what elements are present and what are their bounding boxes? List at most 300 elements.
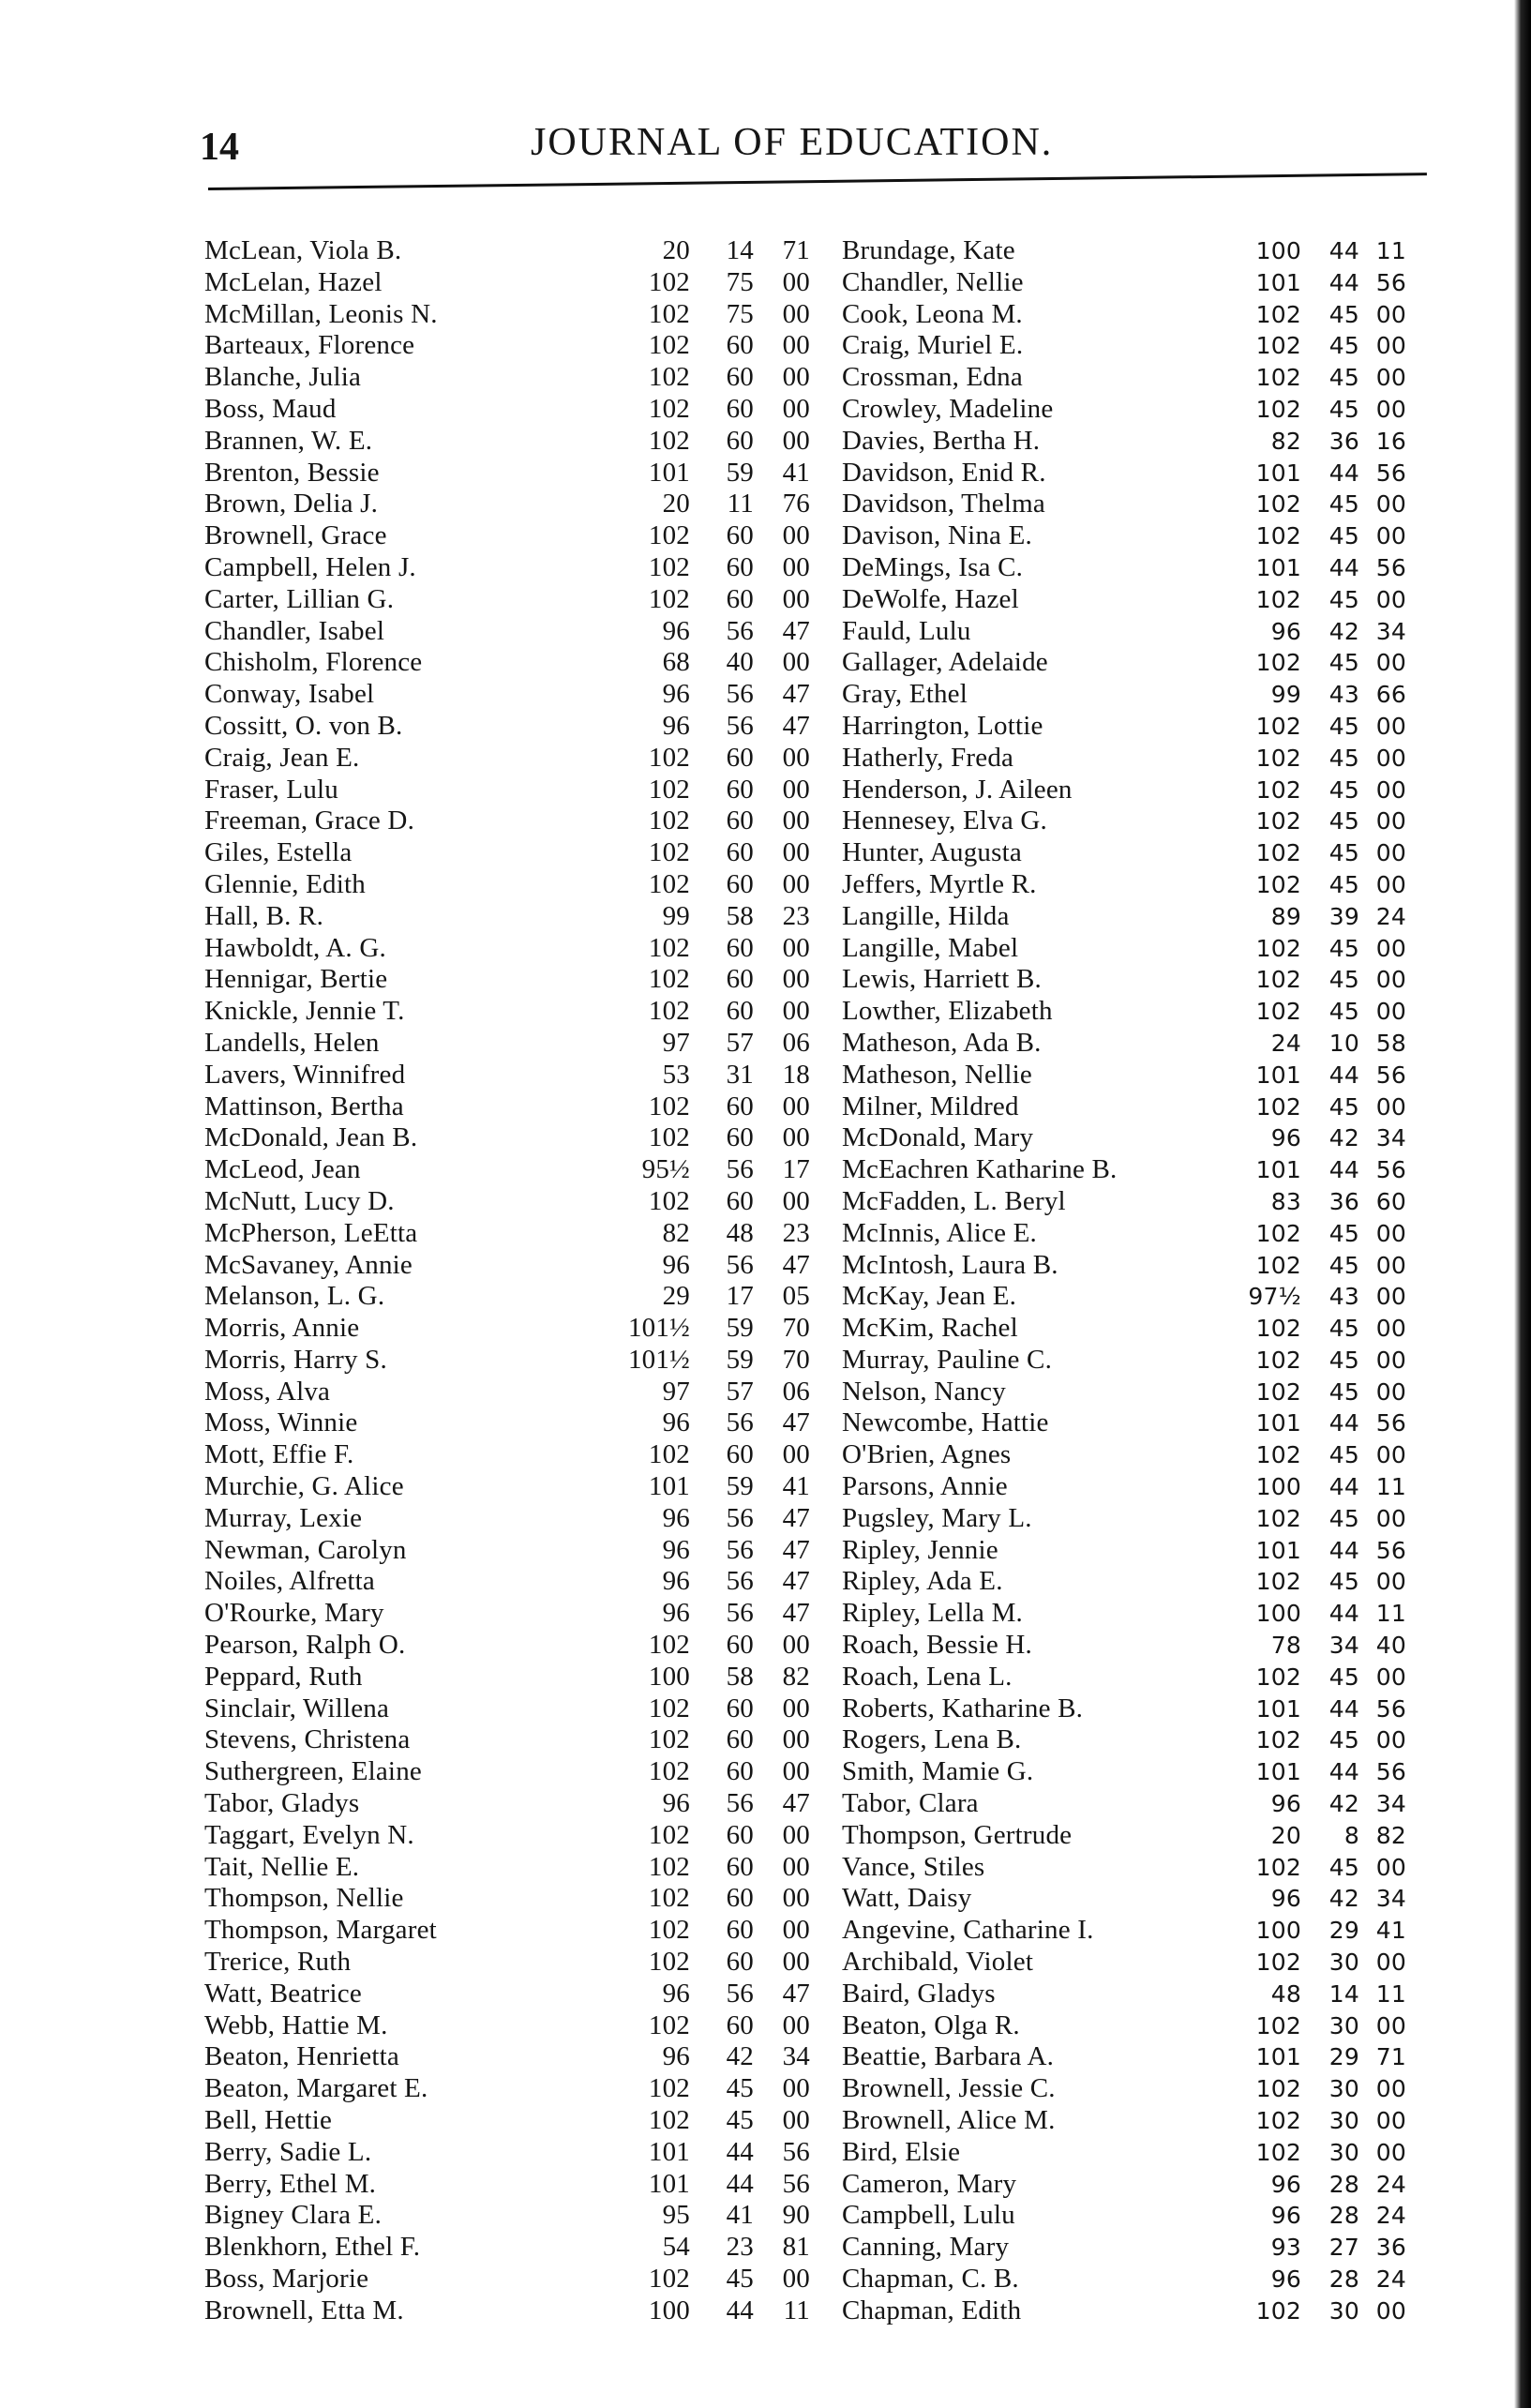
entry-value-2: 58 — [726, 900, 754, 931]
entry-name: Brannen, W. E. — [204, 425, 373, 456]
entry-value-1: 101 — [1255, 1156, 1301, 1184]
entry-name: McNutt, Lucy D. — [204, 1185, 395, 1216]
entry-name: Berry, Ethel M. — [204, 2168, 377, 2199]
entry-value-2: 60 — [726, 1693, 754, 1723]
entry-value-1: 20 — [1270, 1821, 1301, 1849]
entry-value-2: 60 — [726, 1439, 754, 1470]
entry-value-2: 60 — [726, 583, 754, 614]
entry-value-3: 00 — [1375, 1315, 1406, 1343]
entry-name: Suthergreen, Elaine — [204, 1756, 422, 1787]
entry-value-1: 102 — [1255, 522, 1301, 550]
entry-value-3: 00 — [1375, 934, 1406, 962]
entry-name: Gray, Ethel — [842, 679, 968, 710]
entry-value-1: 102 — [1255, 934, 1301, 962]
entry-name: Parsons, Annie — [842, 1471, 1008, 1502]
entry-value-1: 102 — [648, 1851, 690, 1882]
entry-value-2: 41 — [726, 2200, 754, 2231]
entry-value-2: 45 — [1328, 1441, 1359, 1469]
entry-value-2: 59 — [726, 1344, 754, 1375]
entry-name: Peppard, Ruth — [204, 1661, 363, 1692]
entry-value-3: 11 — [1375, 237, 1406, 264]
entry-value-3: 00 — [782, 2073, 810, 2104]
entry-value-1: 82 — [662, 1217, 690, 1248]
entry-value-3: 00 — [782, 298, 810, 329]
entry-name: Gallager, Adelaide — [842, 647, 1048, 678]
entry-value-1: 102 — [1255, 870, 1301, 898]
entry-value-1: 97 — [662, 1376, 690, 1407]
entry-value-2: 75 — [726, 266, 754, 297]
entry-value-3: 00 — [1375, 2011, 1406, 2039]
entry-value-3: 47 — [782, 1249, 810, 1280]
entry-value-1: 102 — [648, 1819, 690, 1850]
entry-name: McLelan, Hazel — [204, 266, 383, 297]
entry-value-1: 102 — [648, 2009, 690, 2040]
entry-name: Stevens, Christena — [204, 1724, 411, 1755]
entry-value-1: 102 — [648, 868, 690, 899]
entry-value-2: 44 — [1328, 1536, 1359, 1564]
entry-name: Brundage, Kate — [842, 235, 1015, 265]
entry-name: Melanson, L. G. — [204, 1281, 385, 1312]
entry-value-2: 45 — [1328, 934, 1359, 962]
entry-value-3: 00 — [782, 742, 810, 773]
entry-value-2: 56 — [726, 1154, 754, 1185]
entry-name: Brownell, Alice M. — [842, 2105, 1056, 2136]
entry-value-1: 96 — [1270, 1885, 1301, 1913]
entry-value-3: 00 — [1375, 649, 1406, 677]
entry-value-2: 45 — [1328, 1663, 1359, 1691]
entry-name: Harrington, Lottie — [842, 710, 1043, 741]
entry-value-2: 60 — [726, 362, 754, 393]
entry-value-1: 96 — [662, 1502, 690, 1533]
entry-value-3: 00 — [782, 1724, 810, 1755]
entry-value-3: 00 — [782, 583, 810, 614]
entry-name: Blanche, Julia — [204, 362, 362, 393]
entry-name: Morris, Harry S. — [204, 1344, 387, 1375]
entry-value-1: 102 — [1255, 807, 1301, 835]
entry-value-3: 00 — [1375, 839, 1406, 867]
page-number: 14 — [200, 126, 239, 169]
entry-name: Bell, Hettie — [204, 2105, 333, 2136]
entry-name: Cossitt, O. von B. — [204, 710, 403, 741]
entry-value-1: 102 — [648, 330, 690, 361]
entry-value-3: 00 — [1375, 490, 1406, 519]
entry-name: McDonald, Jean B. — [204, 1122, 418, 1153]
entry-value-3: 47 — [782, 1534, 810, 1565]
entry-name: Davidson, Thelma — [842, 489, 1045, 519]
entry-value-1: 101 — [1255, 1409, 1301, 1437]
entry-value-1: 102 — [648, 551, 690, 582]
entry-name: Cameron, Mary — [842, 2168, 1017, 2199]
entry-name: Landells, Helen — [204, 1027, 380, 1058]
entry-value-3: 05 — [782, 1281, 810, 1312]
entry-value-1: 102 — [1255, 2075, 1301, 2103]
entry-value-3: 00 — [782, 520, 810, 551]
entry-name: Tait, Nellie E. — [204, 1851, 360, 1882]
entry-value-2: 17 — [726, 1281, 754, 1312]
entry-value-1: 102 — [648, 425, 690, 456]
entry-value-3: 00 — [1375, 1219, 1406, 1247]
entry-value-3: 00 — [782, 837, 810, 868]
entry-value-2: 45 — [1328, 1346, 1359, 1374]
entry-value-3: 70 — [782, 1313, 810, 1344]
entry-value-1: 102 — [648, 362, 690, 393]
entry-name: Pugsley, Mary L. — [842, 1502, 1032, 1533]
entry-value-2: 44 — [1328, 1409, 1359, 1437]
entry-value-3: 00 — [782, 868, 810, 899]
entry-value-1: 96 — [662, 2041, 690, 2072]
entry-value-3: 17 — [782, 1154, 810, 1185]
entry-value-1: 102 — [1255, 300, 1301, 328]
entry-value-2: 30 — [1328, 2138, 1359, 2166]
entry-name: Brown, Delia J. — [204, 489, 379, 519]
entry-value-1: 96 — [1270, 2265, 1301, 2293]
entry-value-2: 56 — [726, 1534, 754, 1565]
entry-value-1: 20 — [662, 489, 690, 519]
entry-value-1: 101 — [648, 1471, 690, 1502]
entry-value-2: 60 — [726, 2009, 754, 2040]
entry-value-2: 8 — [1343, 1821, 1359, 1849]
entry-name: DeMings, Isa C. — [842, 551, 1024, 582]
entry-value-2: 60 — [726, 425, 754, 456]
entry-name: Cook, Leona M. — [842, 298, 1023, 329]
entry-value-2: 42 — [1328, 1885, 1359, 1913]
entry-value-2: 44 — [1328, 1061, 1359, 1089]
entry-value-3: 47 — [782, 1598, 810, 1629]
entry-value-2: 43 — [1328, 681, 1359, 709]
entry-value-3: 24 — [1375, 2265, 1406, 2293]
entry-value-1: 102 — [648, 1630, 690, 1661]
entry-value-2: 36 — [1328, 427, 1359, 455]
entry-value-2: 59 — [726, 1471, 754, 1502]
entry-value-3: 00 — [782, 932, 810, 963]
entry-value-3: 47 — [782, 1978, 810, 2009]
entry-value-3: 00 — [782, 1851, 810, 1882]
entry-value-1: 96 — [662, 679, 690, 710]
entry-value-3: 00 — [782, 266, 810, 297]
entry-name: Beaton, Margaret E. — [204, 2073, 428, 2104]
entry-value-2: 40 — [726, 647, 754, 678]
entry-name: McSavaney, Annie — [204, 1249, 413, 1280]
entry-value-3: 56 — [782, 2136, 810, 2167]
running-head-title: JOURNAL OF EDUCATION. — [531, 121, 1054, 164]
entry-value-3: 41 — [782, 1471, 810, 1502]
entry-value-3: 00 — [1375, 585, 1406, 613]
entry-value-1: 102 — [1255, 1251, 1301, 1279]
entry-value-1: 102 — [1255, 1853, 1301, 1881]
entry-name: Brenton, Bessie — [204, 457, 380, 488]
entry-value-1: 102 — [648, 742, 690, 773]
entry-value-1: 96 — [1270, 2202, 1301, 2230]
entry-value-2: 44 — [1328, 268, 1359, 296]
entry-value-3: 00 — [1375, 2075, 1406, 2103]
entry-value-2: 58 — [726, 1661, 754, 1692]
entry-value-2: 31 — [726, 1059, 754, 1090]
entry-value-2: 56 — [726, 679, 754, 710]
entry-value-1: 54 — [662, 2232, 690, 2263]
entry-value-1: 102 — [1255, 649, 1301, 677]
entry-value-3: 11 — [1375, 1979, 1406, 2008]
entry-value-1: 102 — [648, 2105, 690, 2136]
entry-name: Davies, Bertha H. — [842, 425, 1041, 456]
entry-name: DeWolfe, Hazel — [842, 583, 1019, 614]
entry-value-1: 101 — [1255, 1694, 1301, 1723]
entry-value-2: 28 — [1328, 2202, 1359, 2230]
entry-name: Barteaux, Florence — [204, 330, 415, 361]
entry-value-3: 00 — [1375, 1283, 1406, 1311]
entry-name: Canning, Mary — [842, 2232, 1010, 2263]
entry-name: Campbell, Lulu — [842, 2200, 1015, 2231]
entry-value-2: 27 — [1328, 2234, 1359, 2262]
entry-value-3: 47 — [782, 1407, 810, 1438]
entry-value-3: 00 — [1375, 712, 1406, 740]
entry-value-1: 102 — [648, 1915, 690, 1946]
entry-value-1: 96 — [1270, 1790, 1301, 1818]
entry-value-1: 100 — [648, 1661, 690, 1692]
entry-value-1: 102 — [648, 1091, 690, 1121]
entry-value-3: 00 — [782, 805, 810, 836]
entry-name: Ripley, Jennie — [842, 1534, 998, 1565]
entry-value-3: 11 — [783, 2295, 810, 2325]
entry-name: Noiles, Alfretta — [204, 1566, 375, 1597]
entry-value-2: 43 — [1328, 1283, 1359, 1311]
entry-name: Boss, Marjorie — [204, 2264, 369, 2294]
entry-value-2: 28 — [1328, 2265, 1359, 2293]
entry-value-3: 00 — [1375, 870, 1406, 898]
entry-value-1: 102 — [1255, 712, 1301, 740]
entry-value-2: 60 — [726, 996, 754, 1027]
entry-value-3: 00 — [1375, 522, 1406, 550]
entry-value-2: 45 — [1328, 1853, 1359, 1881]
entry-value-1: 102 — [648, 774, 690, 805]
entry-value-2: 44 — [1328, 553, 1359, 581]
entry-value-2: 60 — [726, 1756, 754, 1787]
entry-value-2: 30 — [1328, 2075, 1359, 2103]
entry-name: Taggart, Evelyn N. — [204, 1819, 414, 1850]
entry-value-1: 100 — [648, 2295, 690, 2325]
entry-value-3: 41 — [1375, 1917, 1406, 1945]
entry-value-1: 82 — [1270, 427, 1301, 455]
entry-value-3: 56 — [1375, 1694, 1406, 1723]
entry-value-2: 11 — [727, 489, 754, 519]
entry-name: Thompson, Margaret — [204, 1915, 437, 1946]
entry-value-1: 102 — [1255, 490, 1301, 519]
entry-value-3: 00 — [782, 362, 810, 393]
entry-name: Brownell, Etta M. — [204, 2295, 404, 2325]
entry-value-2: 56 — [726, 1249, 754, 1280]
entry-value-2: 14 — [726, 235, 754, 265]
entry-value-3: 00 — [782, 1439, 810, 1470]
entry-value-3: 76 — [782, 489, 810, 519]
entry-value-2: 60 — [726, 1122, 754, 1153]
entry-value-3: 06 — [782, 1027, 810, 1058]
entry-value-1: 102 — [648, 2073, 690, 2104]
entry-value-3: 00 — [782, 2264, 810, 2294]
entry-name: Craig, Muriel E. — [842, 330, 1024, 361]
entry-value-3: 00 — [782, 2009, 810, 2040]
entry-value-3: 71 — [1375, 2043, 1406, 2071]
entry-name: Henderson, J. Aileen — [842, 774, 1073, 805]
entry-value-2: 44 — [1328, 1758, 1359, 1786]
entry-name: Beattie, Barbara A. — [842, 2041, 1055, 2072]
entry-value-2: 45 — [1328, 1315, 1359, 1343]
entry-name: Chapman, Edith — [842, 2295, 1022, 2325]
entry-value-3: 00 — [782, 393, 810, 424]
entry-name: Langille, Hilda — [842, 900, 1010, 931]
entry-value-2: 56 — [726, 1566, 754, 1597]
entry-value-1: 102 — [648, 932, 690, 963]
entry-value-3: 00 — [1375, 744, 1406, 772]
entry-value-1: 95 — [662, 2200, 690, 2231]
entry-value-2: 45 — [1328, 807, 1359, 835]
entry-value-3: 00 — [1375, 998, 1406, 1026]
entry-value-3: 00 — [782, 1693, 810, 1723]
entry-value-3: 34 — [1375, 1885, 1406, 1913]
entry-value-2: 45 — [1328, 522, 1359, 550]
entry-name: Davison, Nina E. — [842, 520, 1032, 551]
entry-value-2: 45 — [726, 2105, 754, 2136]
entry-value-1: 102 — [648, 1122, 690, 1153]
entry-name: Angevine, Catharine I. — [842, 1915, 1094, 1946]
entry-value-3: 66 — [1375, 681, 1406, 709]
entry-name: Murray, Pauline C. — [842, 1344, 1053, 1375]
entry-value-3: 56 — [1375, 1156, 1406, 1184]
entry-name: Blenkhorn, Ethel F. — [204, 2232, 421, 2263]
entry-value-3: 56 — [1375, 1409, 1406, 1437]
entry-name: Davidson, Enid R. — [842, 457, 1046, 488]
entry-value-1: 83 — [1270, 1187, 1301, 1215]
entry-value-3: 47 — [782, 1502, 810, 1533]
entry-value-3: 82 — [1375, 1821, 1406, 1849]
entry-name: McPherson, LeEtta — [204, 1217, 418, 1248]
entry-name: Sinclair, Willena — [204, 1693, 390, 1723]
entry-name: Langille, Mabel — [842, 932, 1019, 963]
entry-value-3: 00 — [782, 330, 810, 361]
entry-name: McEachren Katharine B. — [842, 1154, 1118, 1185]
entry-value-1: 102 — [1255, 2107, 1301, 2135]
entry-name: Glennie, Edith — [204, 868, 366, 899]
entry-name: Hall, B. R. — [204, 900, 324, 931]
entry-value-1: 78 — [1270, 1632, 1301, 1660]
entry-value-2: 45 — [1328, 1568, 1359, 1596]
entry-value-2: 60 — [726, 1819, 754, 1850]
entry-value-1: 102 — [648, 1724, 690, 1755]
entry-name: Trerice, Ruth — [204, 1947, 352, 1978]
entry-value-2: 60 — [726, 1883, 754, 1914]
entry-value-2: 29 — [1328, 1917, 1359, 1945]
entry-name: Hawboldt, A. G. — [204, 932, 386, 963]
entry-value-3: 00 — [1375, 332, 1406, 360]
entry-value-3: 00 — [782, 425, 810, 456]
entry-value-2: 60 — [726, 742, 754, 773]
entry-value-2: 44 — [726, 2168, 754, 2199]
entry-value-2: 56 — [726, 615, 754, 646]
entry-value-2: 45 — [1328, 395, 1359, 423]
entry-value-1: 100 — [1255, 1473, 1301, 1501]
entry-name: Webb, Hattie M. — [204, 2009, 388, 2040]
entry-value-2: 30 — [1328, 1949, 1359, 1977]
entry-value-1: 96 — [662, 1249, 690, 1280]
entry-value-1: 102 — [1255, 364, 1301, 392]
entry-value-2: 60 — [726, 551, 754, 582]
entry-value-2: 60 — [726, 330, 754, 361]
entry-name: Freeman, Grace D. — [204, 805, 415, 836]
entry-name: McFadden, L. Beryl — [842, 1185, 1066, 1216]
entry-value-2: 45 — [1328, 712, 1359, 740]
entry-value-3: 23 — [782, 900, 810, 931]
entry-value-1: 29 — [662, 1281, 690, 1312]
entry-name: Murchie, G. Alice — [204, 1471, 404, 1502]
entry-value-2: 60 — [726, 1185, 754, 1216]
entry-name: Giles, Estella — [204, 837, 353, 868]
entry-value-2: 45 — [1328, 966, 1359, 994]
entry-value-3: 00 — [782, 647, 810, 678]
entry-value-3: 00 — [782, 1883, 810, 1914]
entry-value-2: 60 — [726, 520, 754, 551]
entry-value-2: 45 — [1328, 870, 1359, 898]
entry-value-3: 36 — [1375, 2234, 1406, 2262]
entry-value-3: 82 — [782, 1661, 810, 1692]
entry-value-3: 00 — [1375, 1251, 1406, 1279]
entry-value-1: 101½ — [627, 1344, 690, 1375]
entry-value-1: 102 — [1255, 2296, 1301, 2325]
entry-value-2: 45 — [1328, 585, 1359, 613]
entry-name: Morris, Annie — [204, 1313, 360, 1344]
entry-name: McDonald, Mary — [842, 1122, 1034, 1153]
page-edge-shadow — [1514, 0, 1531, 2408]
entry-value-2: 45 — [726, 2073, 754, 2104]
entry-value-1: 97 — [662, 1027, 690, 1058]
entry-value-3: 24 — [1375, 2202, 1406, 2230]
entry-value-1: 102 — [648, 1185, 690, 1216]
entry-name: Beaton, Olga R. — [842, 2009, 1020, 2040]
entry-value-3: 56 — [782, 2168, 810, 2199]
entry-value-2: 60 — [726, 932, 754, 963]
entry-value-3: 47 — [782, 615, 810, 646]
entry-value-3: 81 — [782, 2232, 810, 2263]
entry-value-1: 102 — [1255, 744, 1301, 772]
entry-value-3: 16 — [1375, 427, 1406, 455]
entry-value-1: 101½ — [627, 1313, 690, 1344]
entry-value-2: 36 — [1328, 1187, 1359, 1215]
entry-value-1: 102 — [1255, 332, 1301, 360]
entry-value-2: 60 — [726, 868, 754, 899]
entry-value-3: 58 — [1375, 1029, 1406, 1057]
entry-name: O'Brien, Agnes — [842, 1439, 1012, 1470]
entry-value-1: 96 — [1270, 617, 1301, 645]
entry-value-1: 102 — [648, 837, 690, 868]
entry-value-3: 71 — [782, 235, 810, 265]
entry-name: Lowther, Elizabeth — [842, 996, 1053, 1027]
entry-name: Ripley, Ada E. — [842, 1566, 1003, 1597]
entry-value-1: 101 — [1255, 1536, 1301, 1564]
entry-name: Milner, Mildred — [842, 1091, 1019, 1121]
entry-value-2: 14 — [1328, 1979, 1359, 2008]
entry-name: Beaton, Henrietta — [204, 2041, 399, 2072]
entry-name: Hennigar, Bertie — [204, 964, 388, 995]
entry-value-1: 24 — [1270, 1029, 1301, 1057]
entry-name: Lewis, Harriett B. — [842, 964, 1042, 995]
entry-value-2: 59 — [726, 1313, 754, 1344]
entry-value-3: 47 — [782, 679, 810, 710]
entry-value-1: 102 — [648, 1883, 690, 1914]
entry-value-1: 96 — [662, 1598, 690, 1629]
entry-value-3: 56 — [1375, 459, 1406, 487]
entry-value-1: 102 — [648, 298, 690, 329]
entry-name: Vance, Stiles — [842, 1851, 985, 1882]
entry-value-2: 60 — [726, 774, 754, 805]
entry-value-2: 42 — [1328, 1124, 1359, 1152]
entry-value-2: 29 — [1328, 2043, 1359, 2071]
